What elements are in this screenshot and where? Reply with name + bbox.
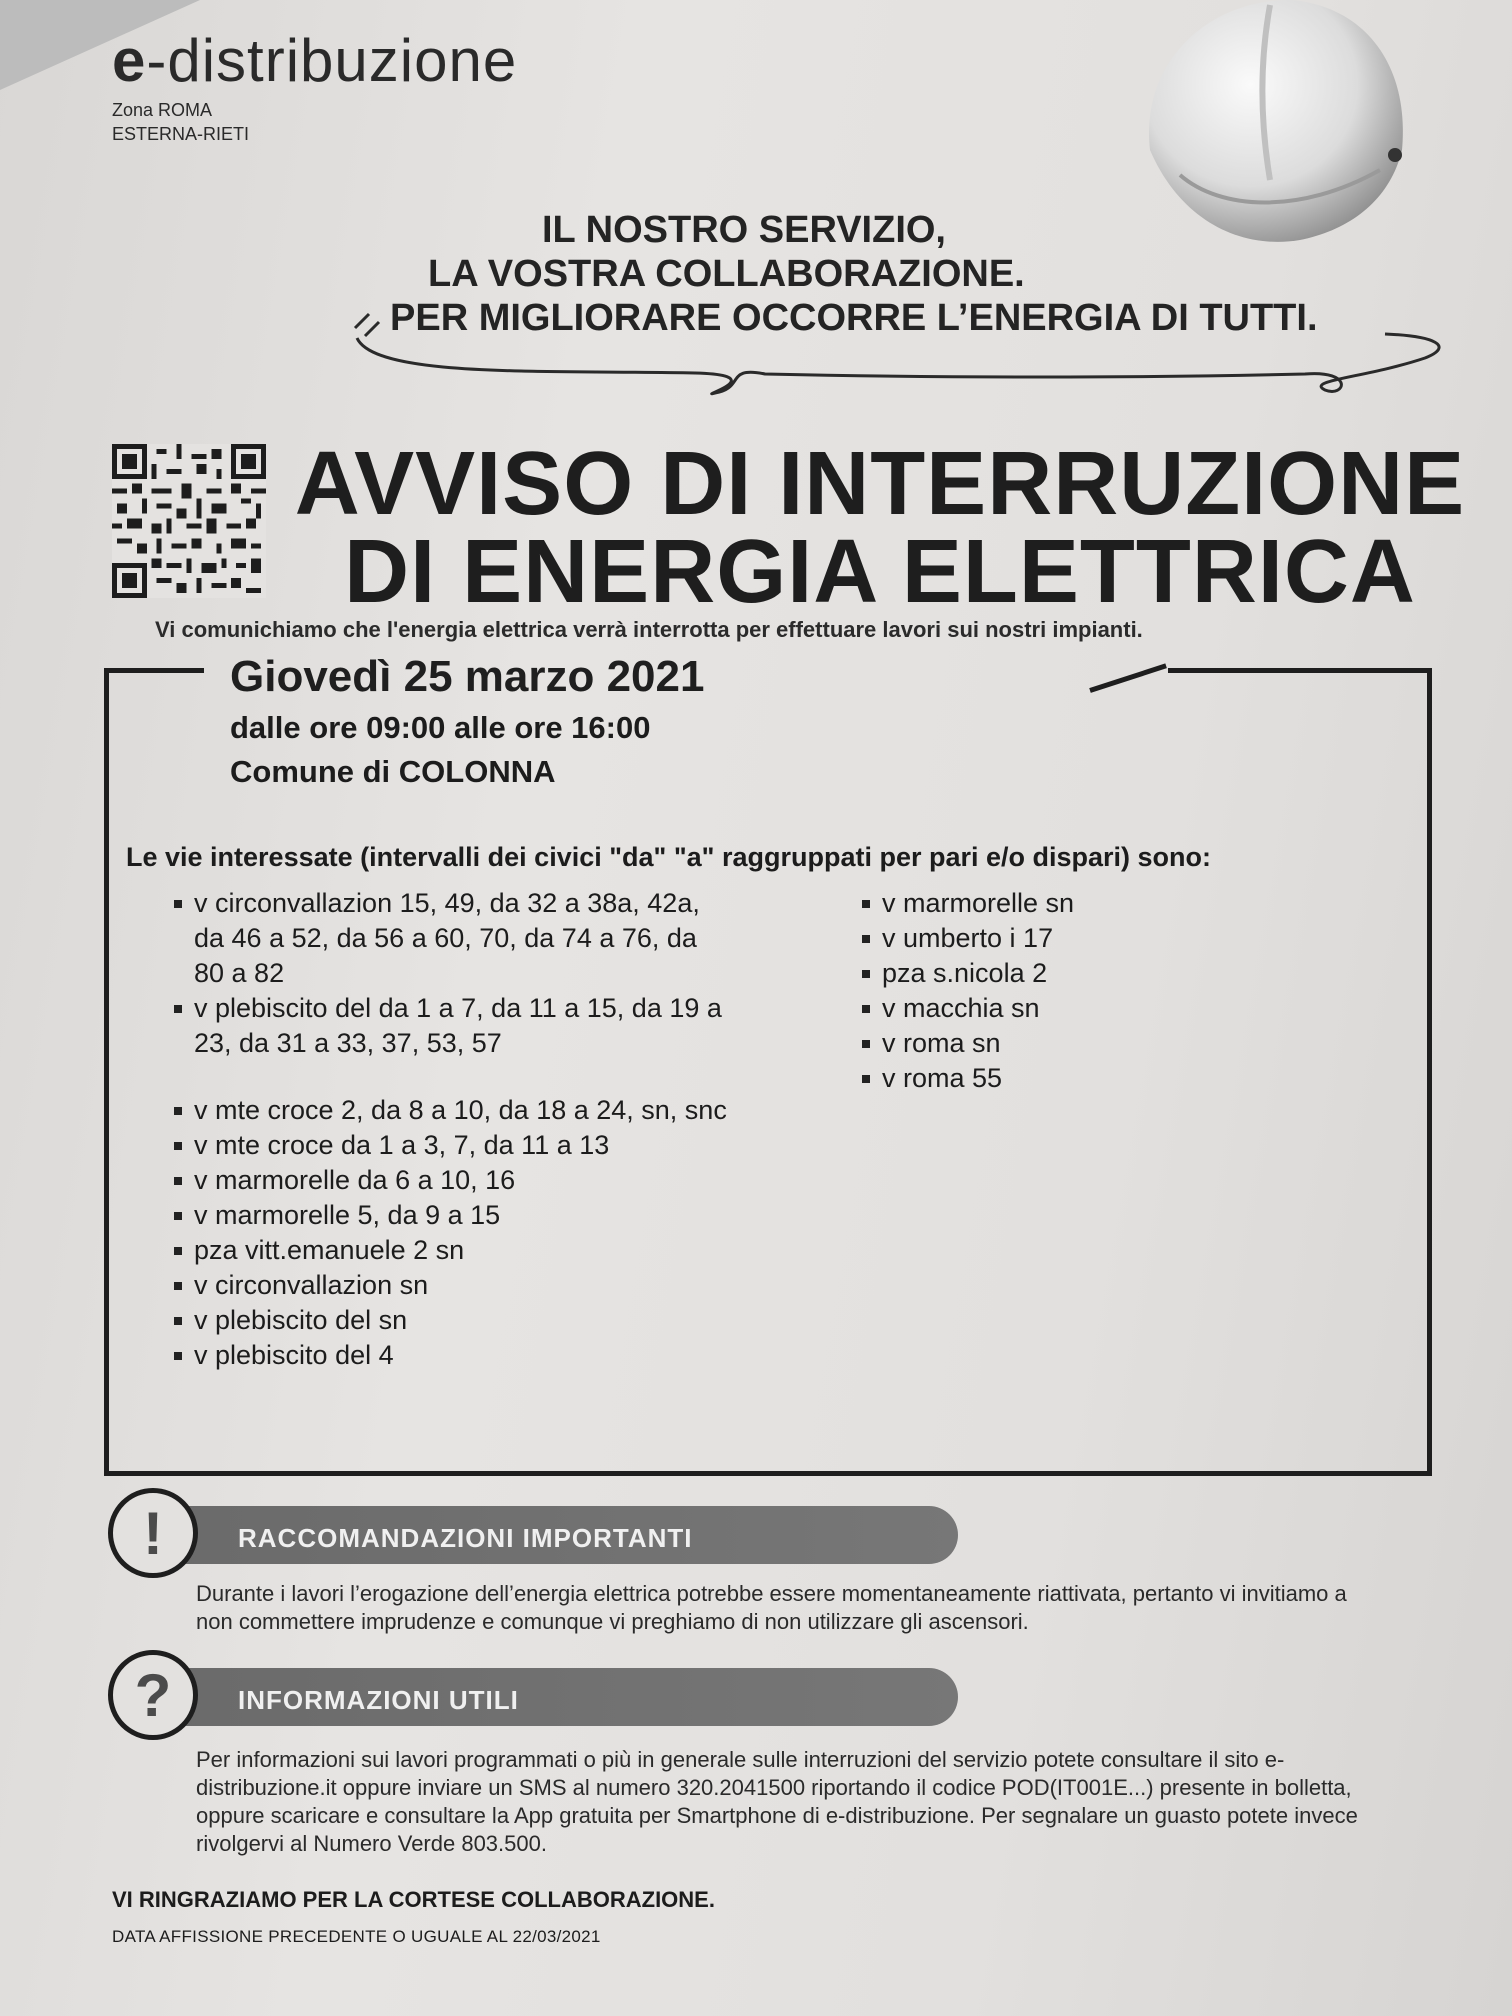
info-header (150, 1668, 958, 1726)
box-border-segment (104, 668, 204, 673)
zone-line-2: ESTERNA-RIETI (112, 124, 250, 144)
street-item: v plebiscito del da 1 a 7, da 11 a 15, da 19 a 23, da 31 a 33, 37, 53, 57 (174, 991, 734, 1061)
title-line-1: AVVISO DI INTERRUZIONE (294, 434, 1466, 534)
street-item: v circonvallazion sn (174, 1268, 734, 1303)
posting-date: DATA AFFISSIONE PRECEDENTE O UGUALE AL 22/03/2021 (112, 1927, 601, 1946)
street-item: v umberto i 17 (862, 921, 1262, 956)
streets-column-1 (174, 886, 734, 1373)
info-text: Per informazioni sui lavori programmati o più in generale sulle interruzioni del servizio potete consultare il sito e-distribuzione.it oppure inviare un SMS al numero 320.2041500 riportando il codice POD(IT001E...) presente in bolletta, oppure scaricare e consultare la App gratuita per Smartphone di e-distribuzione. Per segnalare un guasto potete invece rivolgervi al Numero Verde 803.500. (196, 1747, 1358, 1856)
interruption-hours: dalle ore 09:00 alle ore 16:00 (230, 710, 651, 745)
street-item: v marmorelle sn (862, 886, 1262, 921)
recommendations-text: Durante i lavori l’erogazione dell’energia elettrica potrebbe essere momentaneamente riattivata, pertanto vi invitiamo a non commettere imprudenze e comunque vi preghiamo di non utilizzare gli ascensori. (196, 1581, 1347, 1634)
info-title: INFORMAZIONI UTILI (238, 1685, 519, 1715)
street-list (174, 1093, 734, 1373)
slogan-line-3: PER MIGLIORARE OCCORRE L’ENERGIA DI TUTTI. (390, 297, 1318, 339)
recommendations-header (150, 1506, 958, 1564)
street-item: v marmorelle 5, da 9 a 15 (174, 1198, 734, 1233)
zone-line-1: Zona ROMA (112, 100, 213, 120)
streets-intro: Le vie interessate (intervalli dei civici "da" "a" raggruppati per pari e/o dispari) sono: (126, 842, 1212, 872)
street-list (862, 886, 1262, 1096)
street-item: v macchia sn (862, 991, 1262, 1026)
street-item: v plebiscito del sn (174, 1303, 734, 1338)
street-item: v plebiscito del 4 (174, 1338, 734, 1373)
street-item: pza vitt.emanuele 2 sn (174, 1233, 734, 1268)
recommendations-title: RACCOMANDAZIONI IMPORTANTI (238, 1523, 693, 1553)
interruption-date: Giovedì 25 marzo 2021 (230, 652, 705, 701)
street-item: v mte croce da 1 a 3, 7, da 11 a 13 (174, 1128, 734, 1163)
exclamation-icon: ! (108, 1488, 198, 1578)
street-item: v marmorelle da 6 a 10, 16 (174, 1163, 734, 1198)
brand-logo: e-distribuzione (112, 27, 518, 94)
question-icon: ? (108, 1650, 198, 1740)
intro-text: Vi comunichiamo che l'energia elettrica verrà interrotta per effettuare lavori sui nostri impianti. (155, 617, 1143, 642)
streets-column-2 (862, 886, 1262, 1096)
street-item: v mte croce 2, da 8 a 10, da 18 a 24, sn, snc (174, 1093, 734, 1128)
slogan-line-1: IL NOSTRO SERVIZIO, (542, 209, 946, 251)
street-item: v roma sn (862, 1026, 1262, 1061)
street-item: v circonvallazion 15, 49, da 32 a 38a, 42a, da 46 a 52, da 56 a 60, 70, da 74 a 76, da 80 a 82 (174, 886, 734, 991)
plug-cable-icon (345, 308, 1445, 418)
title-line-2: DI ENERGIA ELETTRICA (344, 522, 1416, 622)
thanks-line: VI RINGRAZIAMO PER LA CORTESE COLLABORAZIONE. (112, 1887, 715, 1912)
zone-label (112, 98, 249, 146)
qr-code (112, 444, 266, 598)
page-title (290, 434, 1470, 622)
box-border-segment (1168, 668, 1432, 673)
municipality: Comune di COLONNA (230, 754, 556, 789)
street-item: v roma 55 (862, 1061, 1262, 1096)
street-list (174, 886, 734, 1061)
street-item: pza s.nicola 2 (862, 956, 1262, 991)
slogan-line-2: LA VOSTRA COLLABORAZIONE. (428, 253, 1025, 295)
